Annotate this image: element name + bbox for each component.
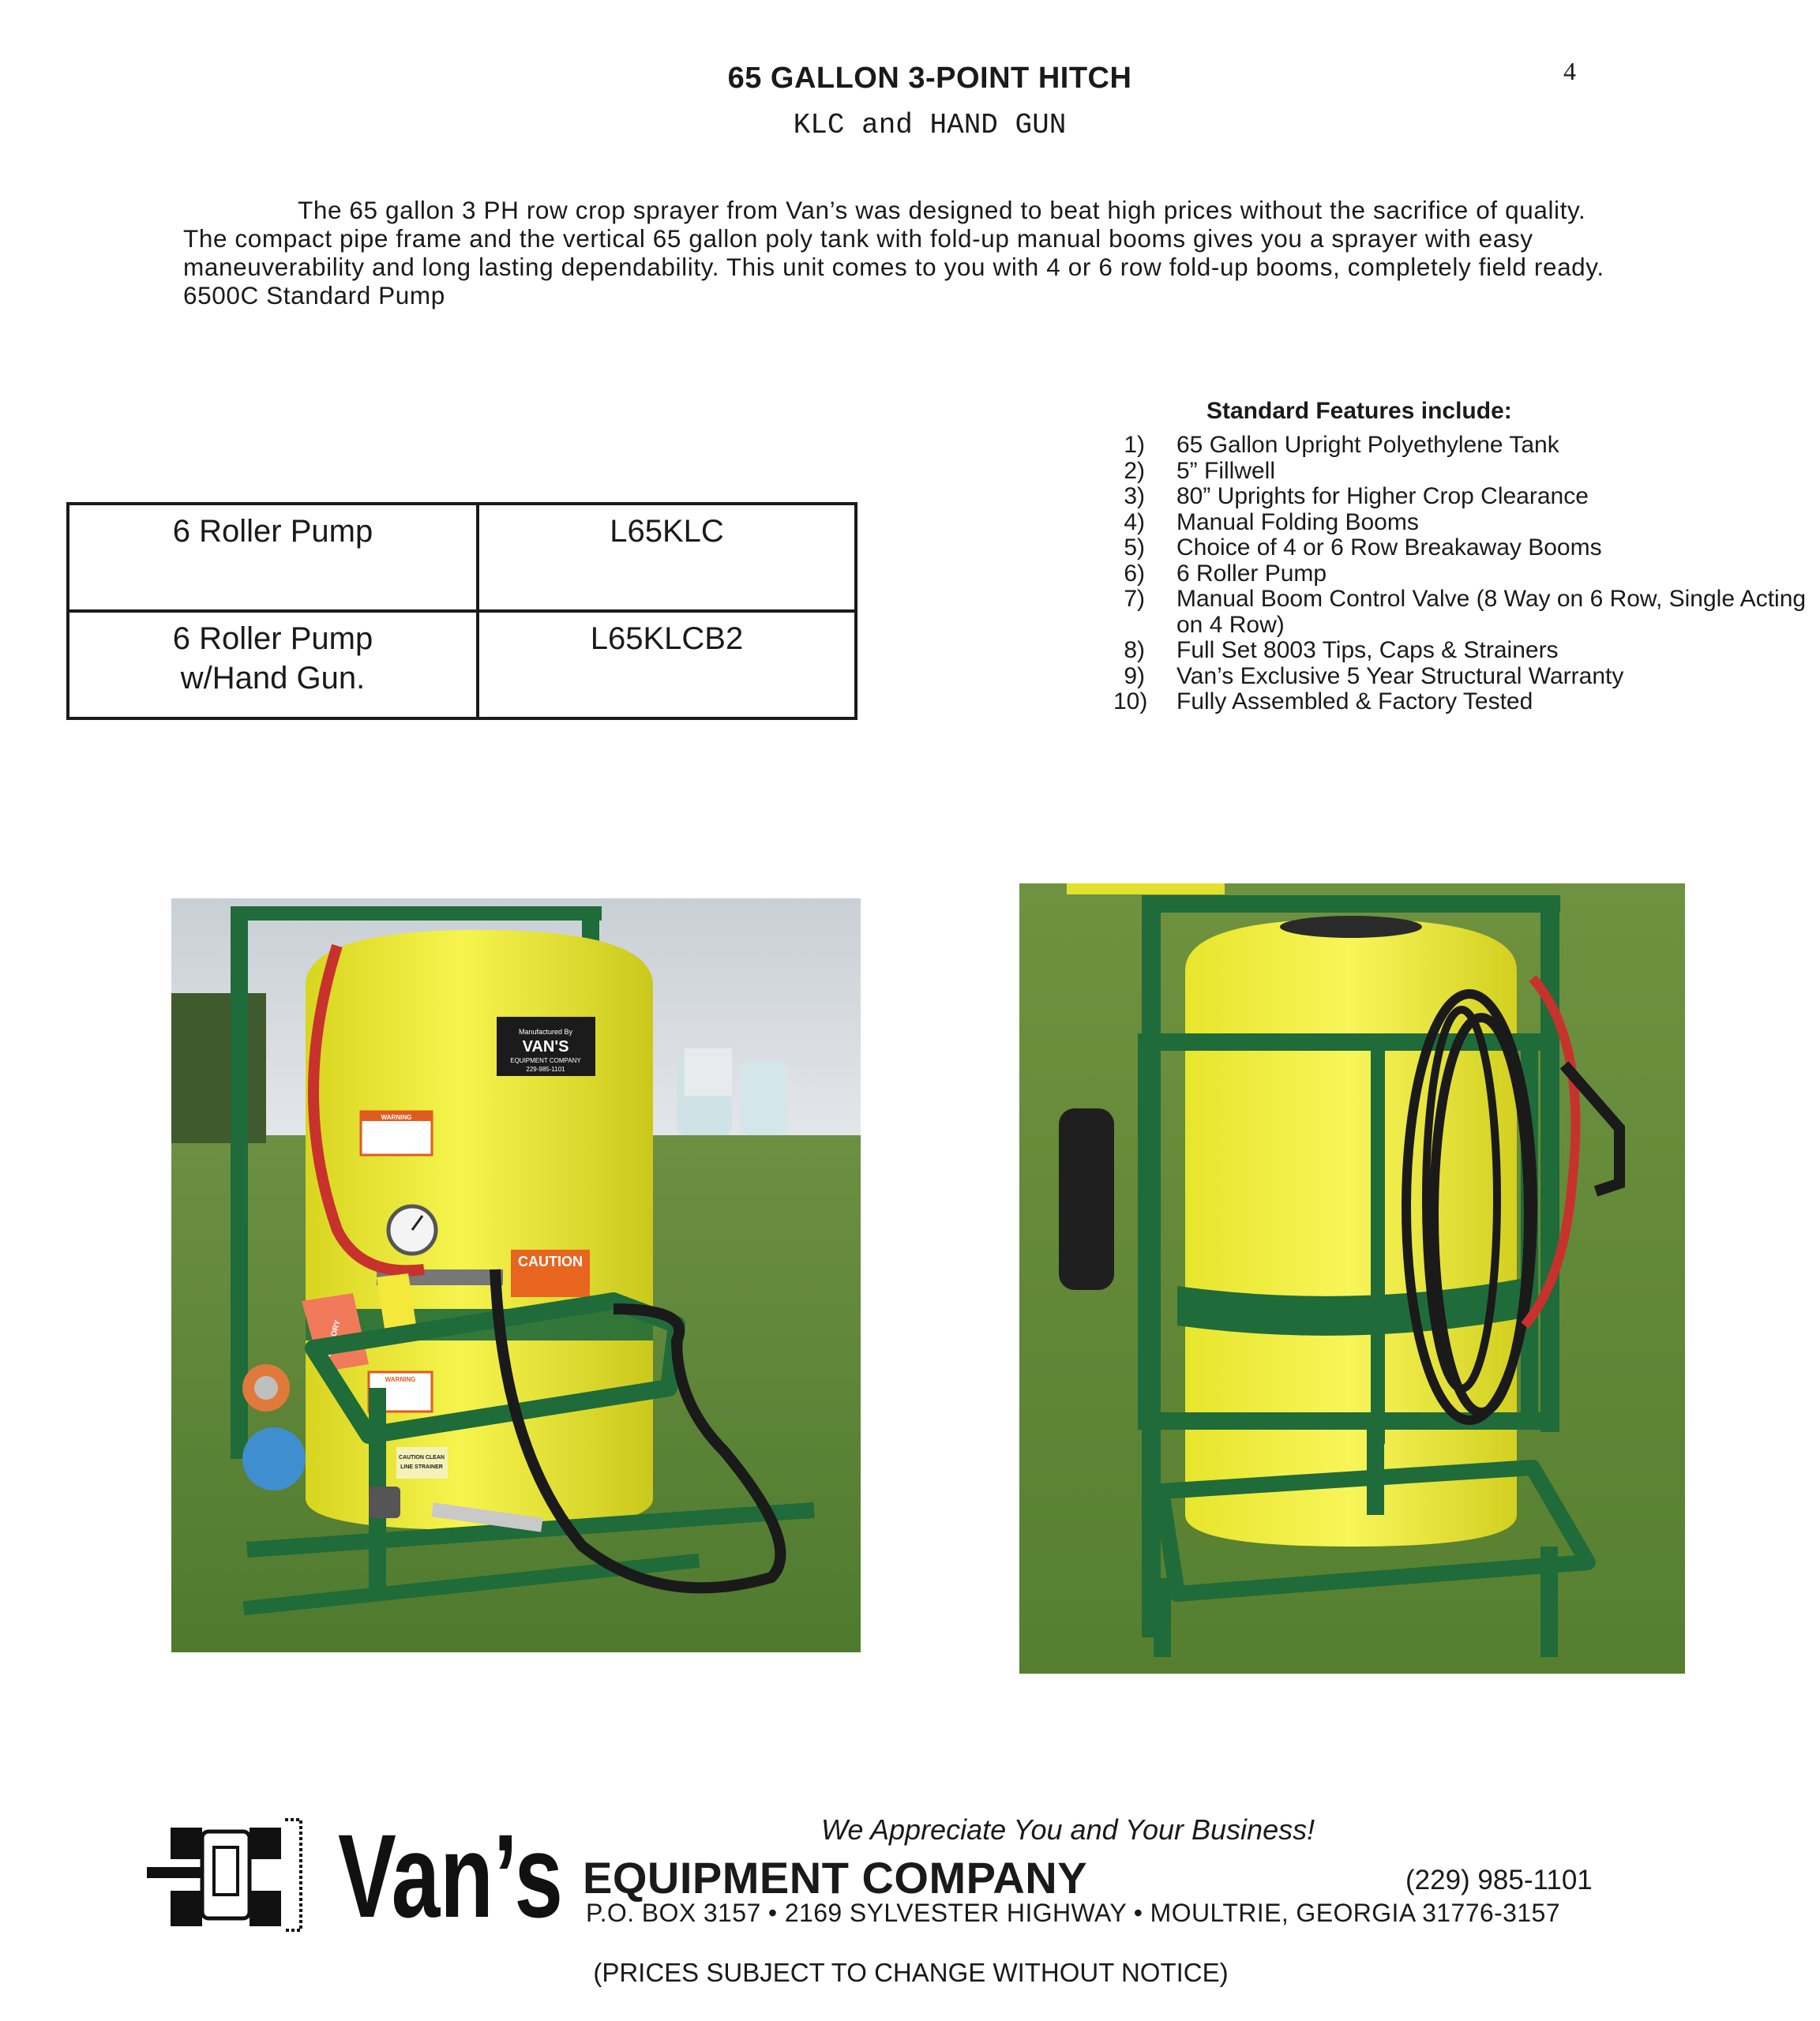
vans-logo-graphic	[338, 1809, 563, 1942]
svg-text:WARNING: WARNING	[385, 1376, 416, 1383]
svg-text:Manufactured By: Manufactured By	[518, 1028, 573, 1036]
list-item: 6) 6 Roller Pump	[1124, 560, 1327, 587]
model-table	[66, 502, 857, 720]
table-row	[68, 611, 856, 718]
list-item: 2) 5” Fillwell	[1124, 457, 1276, 484]
svg-text:ADVISORY: ADVISORY	[323, 1318, 343, 1361]
svg-text:Van’s: Van’s	[338, 1809, 563, 1942]
page-number: 4	[1563, 57, 1576, 85]
svg-text:EQUIPMENT COMPANY: EQUIPMENT COMPANY	[510, 1057, 581, 1064]
model-description-cell: 6 Roller Pump w/Hand Gun.	[68, 611, 478, 718]
page-subtitle: KLC and HAND GUN	[793, 109, 1067, 141]
list-item: 5) Choice of 4 or 6 Row Breakaway Booms	[1124, 534, 1602, 561]
intro-text: The 65 gallon 3 PH row crop sprayer from Van’s was designed to beat high prices without the sacrifice of quality. The compact pipe frame and the vertical 65 gallon poly tank with fold-up manual booms gives you a sprayer with easy maneuverability and long lasting dependability. This unit comes to you with 4 or 6 row fold-up booms, completely field ready. 6500C Standard Pump	[183, 196, 1604, 309]
sprayer-rear-illustration	[1019, 883, 1685, 1674]
list-item: 9) Van’s Exclusive 5 Year Structural Warranty	[1124, 662, 1624, 689]
svg-text:LINE STRAINER: LINE STRAINER	[400, 1464, 443, 1470]
footer-tagline: We Appreciate You and Your Business!	[821, 1813, 1315, 1846]
sprayer-photo-front	[171, 898, 861, 1652]
tractor-logo	[147, 1816, 305, 1938]
list-item: 8) Full Set 8003 Tips, Caps & Strainers	[1124, 637, 1559, 663]
model-description-cell: 6 Roller Pump	[68, 504, 478, 611]
list-item: 10) Fully Assembled & Factory Tested	[1113, 688, 1533, 714]
vans-logo	[338, 1809, 563, 1942]
company-address: P.O. BOX 3157 • 2169 SYLVESTER HIGHWAY • MOULTRIE, GEORGIA 31776-3157	[586, 1899, 1560, 1927]
model-number-cell: L65KLCB2	[478, 611, 856, 718]
list-item: 1) 65 Gallon Upright Polyethylene Tank	[1124, 432, 1559, 458]
svg-text:VAN'S: VAN'S	[522, 1038, 569, 1055]
svg-text:WARNING: WARNING	[381, 1114, 412, 1121]
features-list	[1113, 433, 1808, 715]
sprayer-front-illustration	[171, 898, 861, 1652]
company-name: EQUIPMENT COMPANY	[583, 1853, 1088, 1903]
svg-text:CAUTION CLEAN: CAUTION CLEAN	[399, 1455, 445, 1460]
table-row	[68, 504, 856, 611]
sprayer-photo-rear	[1019, 883, 1685, 1674]
features-heading: Standard Features include:	[1206, 398, 1512, 424]
list-item: 4) Manual Folding Booms	[1124, 508, 1419, 535]
list-item: 7) Manual Boom Control Valve (8 Way on 6 Row, Single Acting on 4 Row)	[1124, 586, 1807, 638]
tractor-icon	[147, 1816, 305, 1934]
page-title: 65 GALLON 3-POINT HITCH	[727, 62, 1132, 95]
company-phone: (229) 985-1101	[1405, 1865, 1593, 1895]
price-disclaimer: (PRICES SUBJECT TO CHANGE WITHOUT NOTICE)	[593, 1958, 1229, 1987]
model-number-cell: L65KLC	[478, 504, 856, 611]
intro-paragraph	[183, 196, 1636, 309]
svg-text:CAUTION: CAUTION	[518, 1254, 583, 1269]
list-item: 3) 80” Uprights for Higher Crop Clearance	[1124, 483, 1589, 509]
svg-text:229-985-1101: 229-985-1101	[526, 1066, 565, 1073]
